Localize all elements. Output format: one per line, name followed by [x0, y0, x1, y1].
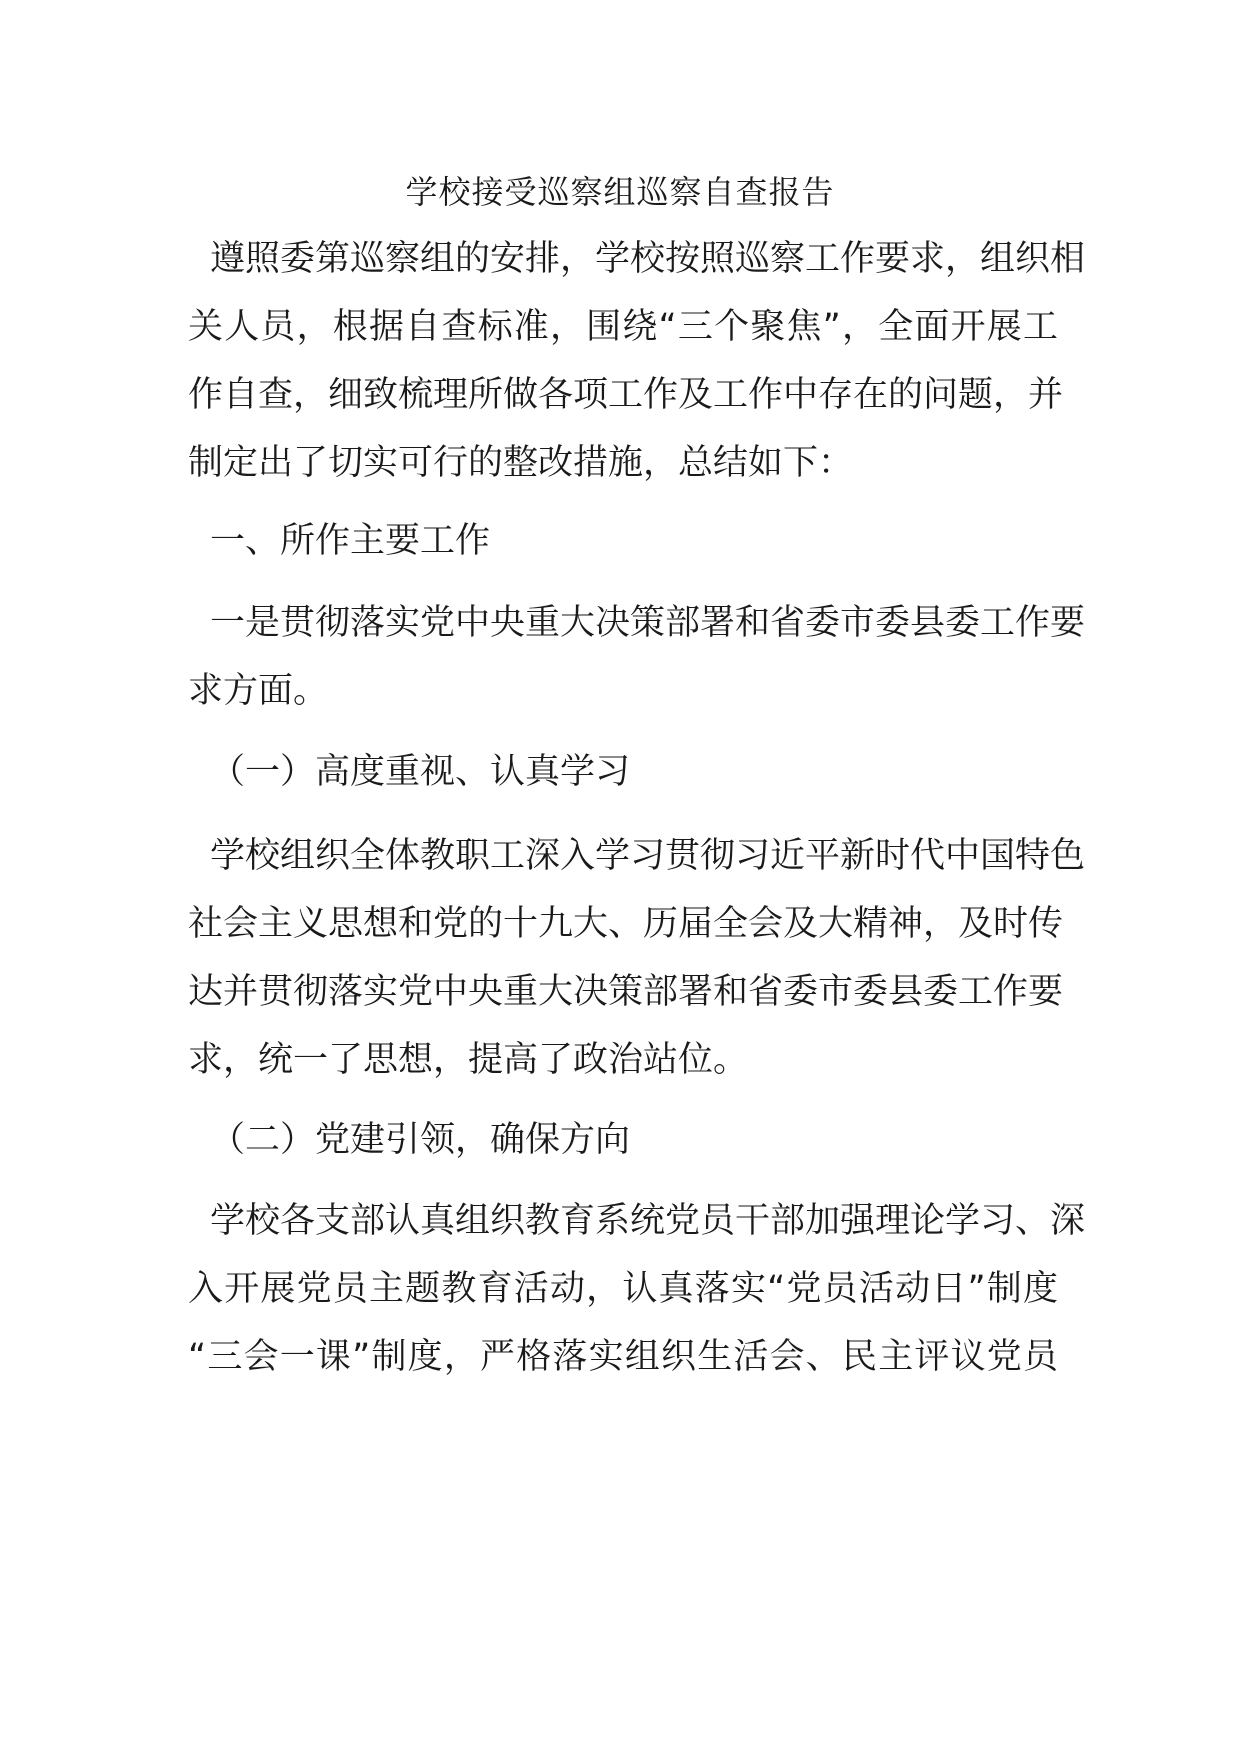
body-line: 求方面。	[188, 671, 329, 711]
body-line: 学校各支部认真组织教育系统党员干部加强理论学习、深	[210, 1201, 1086, 1241]
body-line: 求，统一了思想，提高了政治站位。	[188, 1040, 749, 1080]
body-line: 制定出了切实可行的整改措施，总结如下：	[188, 443, 854, 483]
body-line: 作自查，细致梳理所做各项工作及工作中存在的问题，并	[188, 375, 1064, 415]
body-line: 一是贯彻落实党中央重大决策部署和省委市委县委工作要	[210, 603, 1086, 643]
body-line: 达并贯彻落实党中央重大决策部署和省委市委县委工作要	[188, 972, 1064, 1012]
document-title: 学校接受巡察组巡察自查报告	[405, 173, 835, 211]
body-line: 学校组织全体教职工深入学习贯彻习近平新时代中国特色	[210, 836, 1086, 876]
body-line: 关人员，根据自查标准，围绕“三个聚焦”，全面开展工	[188, 307, 1058, 347]
subsection-heading: （二）党建引领，确保方向	[210, 1120, 631, 1160]
section-heading: 一、所作主要工作	[210, 521, 491, 561]
subsection-heading: （一）高度重视、认真学习	[210, 752, 631, 792]
body-line: 社会主义思想和党的十九大、历届全会及大精神，及时传	[188, 904, 1064, 944]
body-line: 入开展党员主题教育活动，认真落实“党员活动日”制度	[188, 1269, 1058, 1309]
body-line: 遵照委第巡察组的安排，学校按照巡察工作要求，组织相	[210, 239, 1086, 279]
body-line: “三会一课”制度，严格落实组织生活会、民主评议党员	[188, 1337, 1058, 1377]
